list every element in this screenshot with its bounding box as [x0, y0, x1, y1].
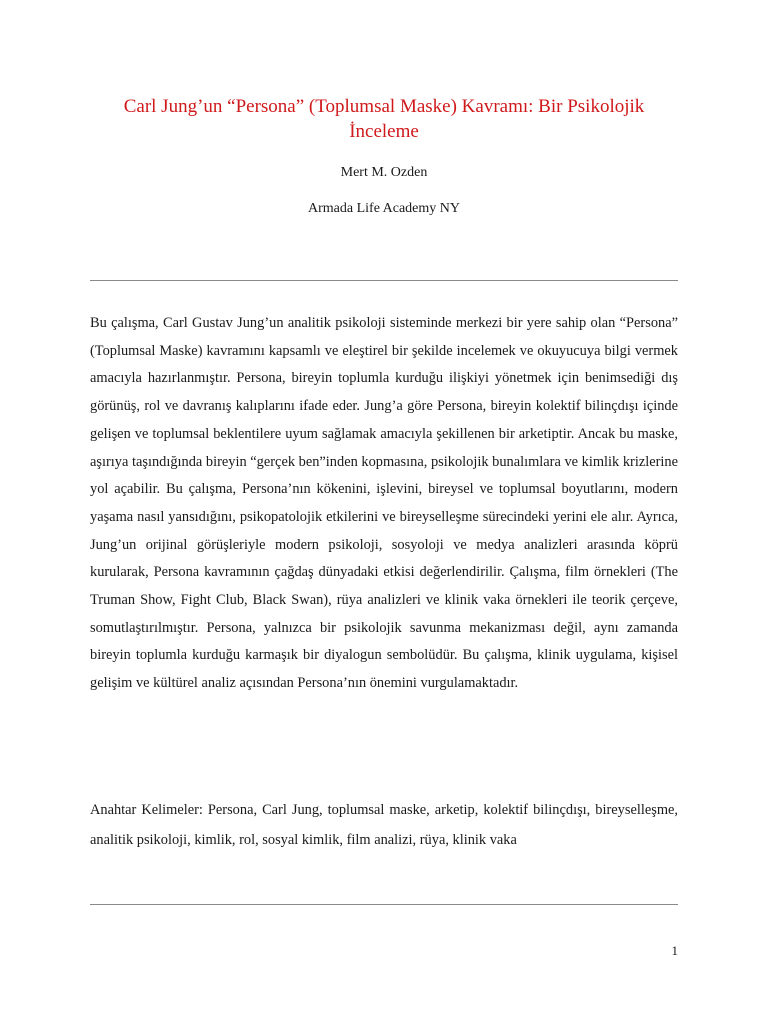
- keywords-paragraph: Anahtar Kelimeler: Persona, Carl Jung, toplumsal maske, arketip, kolektif bilinçdışı, bireyselleşme, analitik psikoloji, kimlik, rol, sosyal kimlik, film analizi, rüya, klinik vaka: [90, 802, 678, 848]
- author-affiliation: Armada Life Academy NY: [308, 201, 460, 216]
- top-divider: [90, 280, 678, 281]
- bottom-divider: [90, 904, 678, 905]
- document-title: Carl Jung’un “Persona” (Toplumsal Maske) Kavramı: Bir Psikolojik İnceleme: [123, 96, 645, 142]
- author-name: Mert M. Ozden: [340, 165, 428, 180]
- abstract-paragraph: Bu çalışma, Carl Gustav Jung’un analitik psikoloji sisteminde merkezi bir yere sahip olan “Persona” (Toplumsal Maske) kavramını kapsamlı ve eleştirel bir şekilde incelemek ve okuyucuya bilgi vermek amacıyla hazırlanmıştır. Persona, bireyin toplumla kurduğu ilişkiyi yönetmek için benimsediği dış görünüş, rol ve davranış kalıplarını ifade eder. Jung’a göre Persona, bireyin kolektif bilinçdışı içinde gelişen ve toplumsal beklentilere uyum sağlamak amacıyla şekillenen bir arketiptir. Ancak bu maske, aşırıya taşındığında bireyin “gerçek ben”inden kopmasına, psikolojik bunalımlara ve kimlik krizlerine yol açabilir. Bu çalışma, Persona’nın kökenini, işlevini, bireysel ve toplumsal boyutlarını, modern yaşama nasıl yansıdığını, psikopatolojik etkilerini ve bireyselleşme sürecindeki yerini ele alır. Ayrıca, Jung’un orijinal görüşleriyle modern psikoloji, sosyoloji ve medya analizleri arasında köprü kurularak, Persona kavramının çağdaş dünyadaki etkisi değerlendirilir. Çalışma, film örnekleri (The Truman Show, Fight Club, Black Swan), rüya analizleri ve klinik vaka örnekleri ile teorik çerçeve, somutlaştırılmıştır. Persona, yalnızca bir psikolojik savunma mekanizması değil, aynı zamanda bireyin toplumla kurduğu karmaşık bir diyalogun sembolüdür. Bu çalışma, klinik uygulama, kişisel gelişim ve kültürel analiz açısından Persona’nın önemini vurgulamaktadır.: [90, 315, 678, 692]
- page-number: 1: [671, 943, 678, 958]
